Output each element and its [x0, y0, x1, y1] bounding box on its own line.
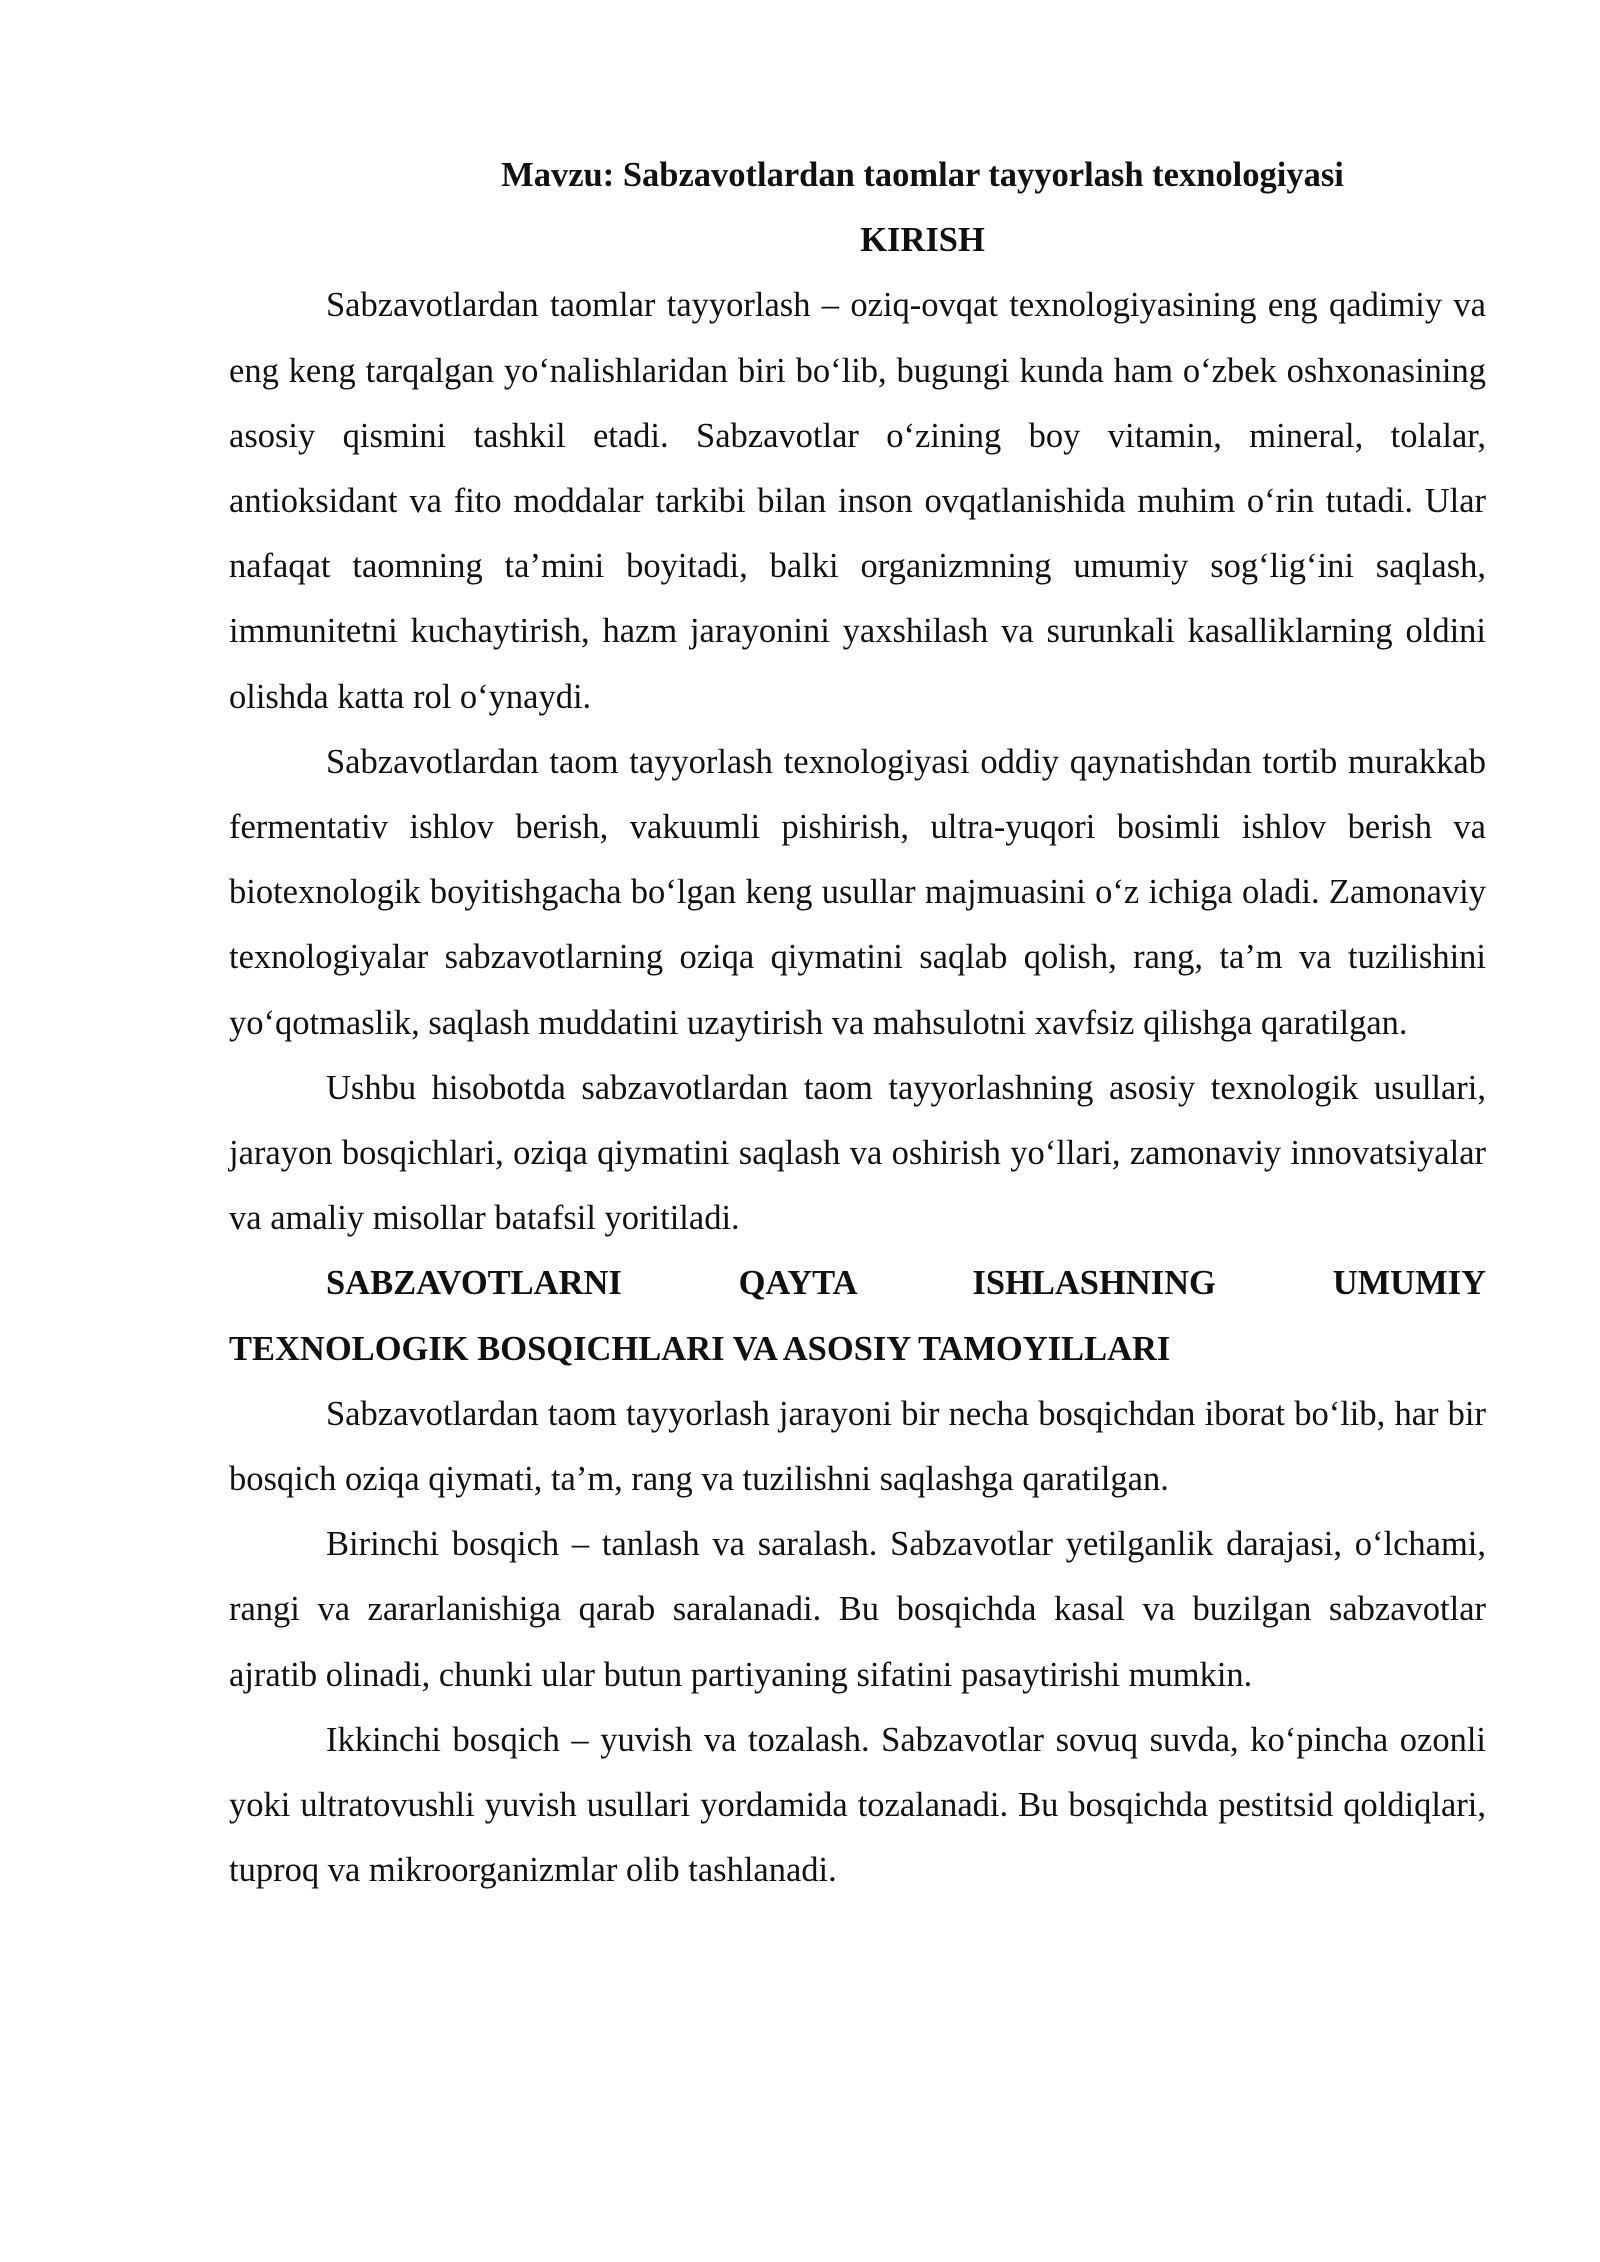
- section-paragraph-2: Birinchi bosqich – tanlash va saralash. Sabzavotlar yetilganlik darajasi, o‘lchami, rangi va zararlanishiga qarab saralanadi. Bu bosqichda kasal va buzilgan sabzavotlar ajratib olinadi, chunki ular butun partiyaning sifatini pasaytirishi mumkin.: [229, 1525, 1486, 1694]
- section-heading-line-1: SABZAVOTLARNI QAYTA ISHLASHNING UMUMIY: [326, 1264, 1486, 1303]
- section-heading-line-2: TEXNOLOGIK BOSQICHLARI VA ASOSIY TAMOYILLARI: [229, 1329, 1171, 1368]
- section-paragraph-1: Sabzavotlardan taom tayyorlash jarayoni bir necha bosqichdan iborat bo‘lib, har bir bosqich oziqa qiymati, ta’m, rang va tuzilishni saqlashga qaratilgan.: [229, 1394, 1486, 1499]
- section-heading: [229, 1251, 1486, 1381]
- intro-paragraph-3: Ushbu hisobotda sabzavotlardan taom tayyorlashning asosiy texnologik usullari, jarayon bosqichlari, oziqa qiymatini saqlash va oshirish yo‘llari, zamonaviy innovatsiyalar va amaliy misollar batafsil yoritiladi.: [229, 1068, 1486, 1238]
- document-title: Mavzu: Sabzavotlardan taomlar tayyorlash texnologiyasi: [501, 156, 1344, 194]
- intro-heading: KIRISH: [860, 221, 985, 260]
- section-paragraph-3: Ikkinchi bosqich – yuvish va tozalash. Sabzavotlar sovuq suvda, ko‘pincha ozonli yoki ultratovushli yuvish usullari yordamida tozalanadi. Bu bosqichda pestitsid qoldiqlari, tuproq va mikroorganizmlar olib tashlanadi.: [229, 1720, 1486, 1890]
- intro-paragraph-1: Sabzavotlardan taomlar tayyorlash – oziq-ovqat texnologiyasining eng qadimiy va eng keng tarqalgan yo‘nalishlaridan biri bo‘lib, bugungi kunda ham o‘zbek oshxonasining asosiy qismini tashkil etadi. Sabzavotlar o‘zining boy vitamin, mineral, tolalar, antioksidant va fito moddalar tarkibi bilan inson ovqatlanishida muhim o‘rin tutadi. Ular nafaqat taomning ta’mini boyitadi, balki organizmning umumiy sog‘lig‘ini saqlash, immunitetni kuchaytirish, hazm jarayonini yaxshilash va surunkali kasalliklarning oldini olishda katta rol o‘ynaydi.: [229, 286, 1486, 716]
- document-body: [229, 143, 1486, 1903]
- intro-paragraph-2: Sabzavotlardan taom tayyorlash texnologiyasi oddiy qaynatishdan tortib murakkab fermentativ ishlov berish, vakuumli pishirish, ultra-yuqori bosimli ishlov berish va biotexnologik boyitishgacha bo‘lgan keng usullar majmuasini o‘z ichiga oladi. Zamonaviy texnologiyalar sabzavotlarning oziqa qiymatini saqlab qolish, rang, ta’m va tuzilishini yo‘qotmaslik, saqlash muddatini uzaytirish va mahsulotni xavfsiz qilishga qaratilgan.: [229, 742, 1486, 1042]
